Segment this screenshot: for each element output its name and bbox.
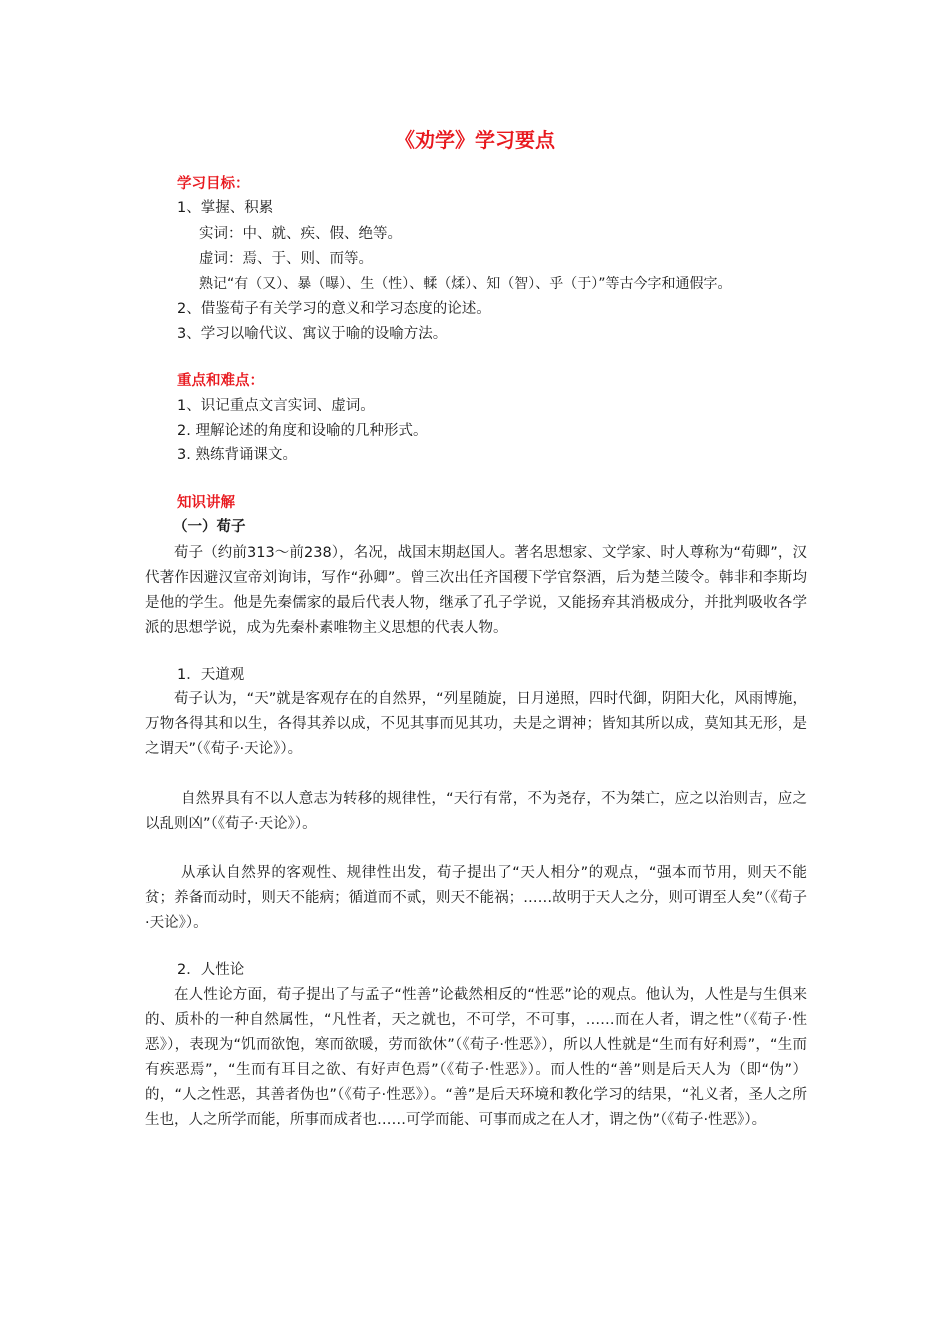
goal-item: 实词：中、就、疾、假、绝等。 <box>199 226 402 242</box>
tiandao-paragraph-1: 荀子认为，“天”就是客观存在的自然界，“列星随旋，日月递照，四时代御，阴阳大化，风雨博施，万物各得其和以生，各得其养以成，不见其事而见其功，夫是之谓神；皆知其所以成，莫知其无形，是之谓天”（《荀子·天论》）。 <box>145 691 807 757</box>
goal-item: 虚词：焉、于、则、而等。 <box>199 251 373 267</box>
goals-heading: 学习目标： <box>177 176 250 192</box>
document-title: 《劝学》学习要点 <box>395 128 555 152</box>
section-tiandao-title: 1．天道观 <box>177 667 245 683</box>
goal-item: 2、借鉴荀子有关学习的意义和学习态度的论述。 <box>177 301 491 317</box>
key-point-item: 2. 理解论述的角度和设喻的几种形式。 <box>177 423 428 439</box>
goal-item: 3、学习以喻代议、寓议于喻的设喻方法。 <box>177 326 448 342</box>
goal-item: 1、掌握、积累 <box>177 200 274 216</box>
key-point-item: 1、识记重点文言实词、虚词。 <box>177 398 375 414</box>
key-points-heading: 重点和难点： <box>177 373 264 389</box>
goal-item: 熟记“有（又）、暴（曝）、生（性）、輮（煣）、知（智）、乎（于）”等古今字和通假字。 <box>199 276 732 292</box>
section-renxing-title: 2．人性论 <box>177 962 245 978</box>
tiandao-paragraph-2: 自然界具有不以人意志为转移的规律性，“天行有常，不为尧存，不为桀亡，应之以治则吉，应之以乱则凶”（《荀子·天论》）。 <box>145 791 807 832</box>
section-xunzi-heading: （一）荀子 <box>173 519 246 535</box>
renxing-paragraph: 在人性论方面，荀子提出了与孟子“性善”论截然相反的“性恶”论的观点。他认为，人性是与生俱来的、质朴的一种自然属性，“凡性者，天之就也，不可学，不可事，……而在人者，谓之性”（《荀子·性恶》），表现为“饥而欲饱，寒而欲暖，劳而欲休”（《荀子·性恶》），所以人性就是“生而有好利焉”，“生而有疾恶焉”，“生而有耳目之欲、有好声色焉”（《荀子·性恶》）。而人性的“善”则是后天人为（即“伪”）的，“人之性恶，其善者伪也”（《荀子·性恶》）。“善”是后天环境和教化学习的结果，“礼义者，圣人之所生也，人之所学而能，所事而成者也……可学而能、可事而成之在人才，谓之伪”（《荀子·性恶》）。 <box>145 987 807 1128</box>
key-point-item: 3. 熟练背诵课文。 <box>177 447 297 463</box>
xunzi-intro-paragraph: 荀子（约前313～前238），名况，战国末期赵国人。著名思想家、文学家、时人尊称为“荀卿”，汉代著作因避汉宣帝刘询讳，写作“孙卿”。曾三次出任齐国稷下学官祭酒，后为楚兰陵令。韩非和李斯均是他的学生。他是先秦儒家的最后代表人物，继承了孔子学说，又能扬弃其消极成分，并批判吸收各学派的思想学说，成为先秦朴素唯物主义思想的代表人物。 <box>145 545 807 636</box>
tiandao-paragraph-3: 从承认自然界的客观性、规律性出发，荀子提出了“天人相分”的观点，“强本而节用，则天不能贫；养备而动时，则天不能病；循道而不贰，则天不能祸；……故明于天人之分，则可谓至人矣”（《荀子·天论》）。 <box>145 865 807 931</box>
knowledge-heading: 知识讲解 <box>177 495 235 511</box>
